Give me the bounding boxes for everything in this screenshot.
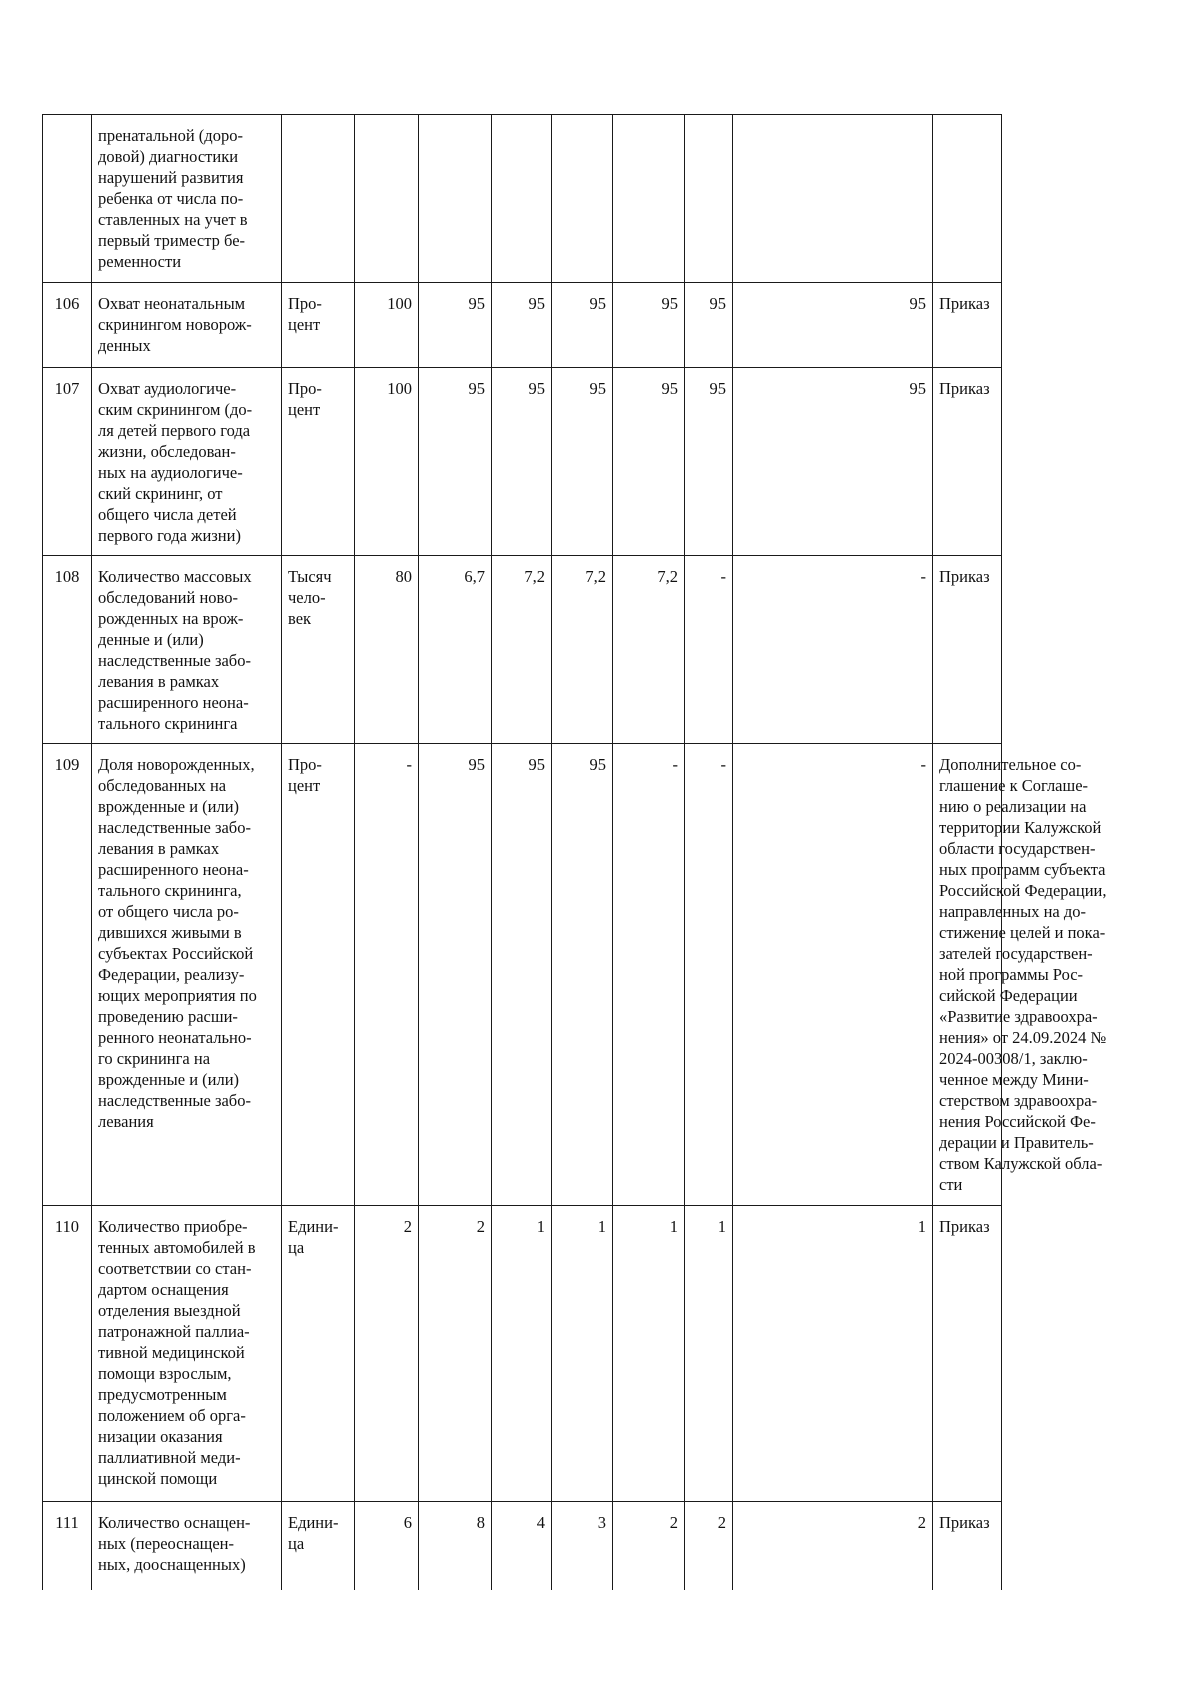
source-cell-line: стижение целей и пока- <box>939 923 1106 942</box>
source-cell-line: дерации и Правитель- <box>939 1133 1094 1152</box>
indicator-name-cell-line: ных на аудиологиче- <box>98 463 243 482</box>
row-number-cell: 111 <box>43 1502 92 1591</box>
value-cell <box>355 115 419 283</box>
source-cell <box>933 1502 1002 1591</box>
source-cell-line: Российской Федерации, <box>939 881 1107 900</box>
indicator-name-cell-line: ставленных на учет в <box>98 210 248 229</box>
unit-cell-line: Тысяч <box>288 567 332 586</box>
unit-cell-line: Едини- <box>288 1217 339 1236</box>
source-cell-line: ством Калужской обла- <box>939 1154 1103 1173</box>
indicator-name-cell-line: рожденных на врож- <box>98 609 244 628</box>
source-cell-line: сти <box>939 1175 963 1194</box>
value-cell: 7,2 <box>492 556 552 744</box>
unit-cell-line: ца <box>288 1238 305 1257</box>
unit-cell <box>282 115 355 283</box>
source-cell-line: нения Российской Фе- <box>939 1112 1096 1131</box>
unit-cell-line: Про- <box>288 379 322 398</box>
value-cell: 8 <box>419 1502 492 1591</box>
indicator-name-cell-line: левания <box>98 1112 154 1131</box>
indicator-name-cell-line: помощи взрослым, <box>98 1364 232 1383</box>
indicator-name-cell <box>92 1206 282 1502</box>
value-cell: - <box>613 744 685 1206</box>
indicator-name-cell-line: от общего числа ро- <box>98 902 239 921</box>
value-cell: 2 <box>685 1502 733 1591</box>
value-cell: 95 <box>733 368 933 556</box>
indicator-name-cell-line: предусмотренным <box>98 1385 227 1404</box>
table-row <box>43 556 1002 744</box>
source-cell-line: Приказ <box>939 294 990 313</box>
row-number-cell: 107 <box>43 368 92 556</box>
indicator-name-cell-line: обследованных на <box>98 776 227 795</box>
value-cell: 2 <box>419 1206 492 1502</box>
value-cell: 100 <box>355 368 419 556</box>
indicator-name-cell <box>92 283 282 368</box>
value-cell: 95 <box>492 368 552 556</box>
unit-cell-line: цент <box>288 776 321 795</box>
indicator-name-cell-line: наследственные забо- <box>98 818 251 837</box>
indicator-name-cell-line: тального скрининга <box>98 714 238 733</box>
source-cell <box>933 556 1002 744</box>
source-cell-line: ных программ субъекта <box>939 860 1106 879</box>
source-cell-line: зателей государствен- <box>939 944 1093 963</box>
indicator-name-cell-line: скринингом новорож- <box>98 315 252 334</box>
indicator-name-cell-line: проведению расши- <box>98 1007 238 1026</box>
source-cell <box>933 115 1002 283</box>
value-cell: 1 <box>613 1206 685 1502</box>
indicator-name-cell-line: тального скрининга, <box>98 881 242 900</box>
table-row <box>43 1206 1002 1502</box>
indicator-name-cell-line: денные и (или) <box>98 630 204 649</box>
unit-cell-line: Едини- <box>288 1513 339 1532</box>
unit-cell-line: Про- <box>288 755 322 774</box>
value-cell: 95 <box>552 283 613 368</box>
source-cell-line: Приказ <box>939 379 990 398</box>
value-cell: - <box>685 744 733 1206</box>
value-cell: 95 <box>552 744 613 1206</box>
value-cell: 95 <box>419 283 492 368</box>
indicator-name-cell-line: общего числа детей <box>98 505 237 524</box>
value-cell: 95 <box>492 744 552 1206</box>
source-cell-line: области государствен- <box>939 839 1096 858</box>
indicator-name-cell-line: нарушений развития <box>98 168 244 187</box>
indicator-name-cell-line: наследственные забо- <box>98 1091 251 1110</box>
indicator-name-cell <box>92 115 282 283</box>
indicator-name-cell-line: ременности <box>98 252 182 271</box>
source-cell-line: нию о реализации на <box>939 797 1087 816</box>
indicator-name-cell-line: ским скринингом (до- <box>98 400 253 419</box>
value-cell: 95 <box>733 283 933 368</box>
table-row <box>43 744 1002 1206</box>
value-cell: 6,7 <box>419 556 492 744</box>
indicator-name-cell-line: ных, дооснащенных) <box>98 1555 246 1574</box>
indicator-name-cell-line: Количество приобре- <box>98 1217 248 1236</box>
indicators-table <box>42 114 1107 1590</box>
indicator-name-cell-line: ля детей первого года <box>98 421 251 440</box>
value-cell: 4 <box>492 1502 552 1591</box>
value-cell: 7,2 <box>613 556 685 744</box>
source-cell <box>933 744 1107 1206</box>
indicator-name-cell-line: расширенного неона- <box>98 693 249 712</box>
value-cell: 2 <box>613 1502 685 1591</box>
indicator-name-cell <box>92 1502 282 1591</box>
value-cell: 95 <box>613 283 685 368</box>
row-number-cell: 109 <box>43 744 92 1206</box>
indicator-name-cell-line: Количество массовых <box>98 567 252 586</box>
row-number-cell: 108 <box>43 556 92 744</box>
value-cell: - <box>733 556 933 744</box>
indicator-name-cell-line: Доля новорожденных, <box>98 755 255 774</box>
table-body <box>43 115 1107 1591</box>
value-cell <box>733 115 933 283</box>
indicator-name-cell-line: патронажной паллиа- <box>98 1322 250 1341</box>
value-cell: 1 <box>552 1206 613 1502</box>
source-cell <box>933 1206 1002 1502</box>
indicator-name-cell-line: левания в рамках <box>98 672 220 691</box>
indicator-name-cell-line: паллиативной меди- <box>98 1448 241 1467</box>
value-cell: 95 <box>685 283 733 368</box>
indicator-name-cell-line: жизни, обследован- <box>98 442 236 461</box>
indicator-name-cell-line: низации оказания <box>98 1427 223 1446</box>
source-cell-line: Приказ <box>939 1217 990 1236</box>
table-row <box>43 283 1002 368</box>
unit-cell <box>282 283 355 368</box>
value-cell: 1 <box>685 1206 733 1502</box>
value-cell: 95 <box>419 368 492 556</box>
indicator-name-cell-line: наследственные забо- <box>98 651 251 670</box>
value-cell <box>492 115 552 283</box>
value-cell: 80 <box>355 556 419 744</box>
unit-cell <box>282 1206 355 1502</box>
table-row <box>43 1502 1002 1591</box>
indicator-name-cell-line: пренатальной (доро- <box>98 126 243 145</box>
row-number-cell <box>43 115 92 283</box>
indicator-name-cell-line: ский скрининг, от <box>98 484 223 503</box>
unit-cell-line: век <box>288 609 312 628</box>
indicator-name-cell-line: врожденные и (или) <box>98 797 240 816</box>
source-cell-line: 2024-00308/1, заклю- <box>939 1049 1088 1068</box>
indicator-name-cell <box>92 744 282 1206</box>
source-cell-line: «Развитие здравоохра- <box>939 1007 1098 1026</box>
indicator-name-cell-line: Охват неонатальным <box>98 294 246 313</box>
value-cell: 100 <box>355 283 419 368</box>
value-cell: 1 <box>733 1206 933 1502</box>
source-cell-line: ченное между Мини- <box>939 1070 1089 1089</box>
value-cell <box>552 115 613 283</box>
unit-cell <box>282 556 355 744</box>
value-cell: - <box>685 556 733 744</box>
source-cell-line: Дополнительное со- <box>939 755 1082 774</box>
indicator-name-cell-line: первого года жизни) <box>98 526 241 545</box>
unit-cell-line: цент <box>288 400 321 419</box>
value-cell: 95 <box>419 744 492 1206</box>
indicator-name-cell-line: левания в рамках <box>98 839 220 858</box>
value-cell <box>613 115 685 283</box>
indicator-name-cell-line: го скрининга на <box>98 1049 211 1068</box>
value-cell: - <box>355 744 419 1206</box>
unit-cell <box>282 368 355 556</box>
indicator-name-cell-line: тенных автомобилей в <box>98 1238 256 1257</box>
unit-cell-line: цент <box>288 315 321 334</box>
indicator-name-cell-line: расширенного неона- <box>98 860 249 879</box>
source-cell-line: стерством здравоохра- <box>939 1091 1098 1110</box>
indicator-name-cell-line: ренного неонатально- <box>98 1028 252 1047</box>
source-cell-line: Приказ <box>939 567 990 586</box>
value-cell: 95 <box>613 368 685 556</box>
unit-cell-line: Про- <box>288 294 322 313</box>
value-cell: 95 <box>552 368 613 556</box>
unit-cell <box>282 1502 355 1591</box>
indicator-name-cell-line: ребенка от числа по- <box>98 189 244 208</box>
indicator-name-cell-line: ющих мероприятия по <box>98 986 257 1005</box>
value-cell: 95 <box>492 283 552 368</box>
table-row <box>43 115 1002 283</box>
indicator-name-cell-line: первый триместр бе- <box>98 231 246 250</box>
value-cell: 1 <box>492 1206 552 1502</box>
value-cell: 6 <box>355 1502 419 1591</box>
source-cell-line: нения» от 24.09.2024 № <box>939 1028 1107 1047</box>
value-cell: - <box>733 744 933 1206</box>
indicator-name-cell-line: цинской помощи <box>98 1469 218 1488</box>
source-cell <box>933 283 1002 368</box>
row-number-cell: 110 <box>43 1206 92 1502</box>
value-cell: 95 <box>685 368 733 556</box>
indicator-name-cell-line: дившихся живыми в <box>98 923 242 942</box>
indicator-name-cell-line: соответствии со стан- <box>98 1259 252 1278</box>
value-cell <box>419 115 492 283</box>
indicator-name-cell-line: Федерации, реализу- <box>98 965 245 984</box>
indicator-name-cell-line: Количество оснащен- <box>98 1513 251 1532</box>
indicator-name-cell-line: денных <box>98 336 151 355</box>
indicator-name-cell-line: ных (переоснащен- <box>98 1534 235 1553</box>
source-cell-line: территории Калужской <box>939 818 1102 837</box>
unit-cell-line: чело- <box>288 588 326 607</box>
value-cell: 2 <box>733 1502 933 1591</box>
indicator-name-cell <box>92 556 282 744</box>
value-cell: 2 <box>355 1206 419 1502</box>
unit-cell <box>282 744 355 1206</box>
unit-cell-line: ца <box>288 1534 305 1553</box>
source-cell-line: сийской Федерации <box>939 986 1078 1005</box>
value-cell: 7,2 <box>552 556 613 744</box>
indicator-name-cell-line: врожденные и (или) <box>98 1070 240 1089</box>
indicator-name-cell-line: довой) диагностики <box>98 147 239 166</box>
indicator-name-cell-line: отделения выездной <box>98 1301 241 1320</box>
indicator-name-cell-line: Охват аудиологиче- <box>98 379 237 398</box>
source-cell-line: ной программы Рос- <box>939 965 1084 984</box>
indicator-name-cell-line: дартом оснащения <box>98 1280 229 1299</box>
source-cell-line: направленных на до- <box>939 902 1087 921</box>
indicator-name-cell-line: положением об орга- <box>98 1406 246 1425</box>
value-cell: 3 <box>552 1502 613 1591</box>
value-cell <box>685 115 733 283</box>
source-cell-line: глашение к Соглаше- <box>939 776 1089 795</box>
table-row <box>43 368 1002 556</box>
row-number-cell: 106 <box>43 283 92 368</box>
indicator-name-cell-line: субъектах Российской <box>98 944 254 963</box>
indicator-name-cell <box>92 368 282 556</box>
indicator-name-cell-line: тивной медицинской <box>98 1343 245 1362</box>
source-cell <box>933 368 1002 556</box>
source-cell-line: Приказ <box>939 1513 990 1532</box>
indicator-name-cell-line: обследований ново- <box>98 588 238 607</box>
